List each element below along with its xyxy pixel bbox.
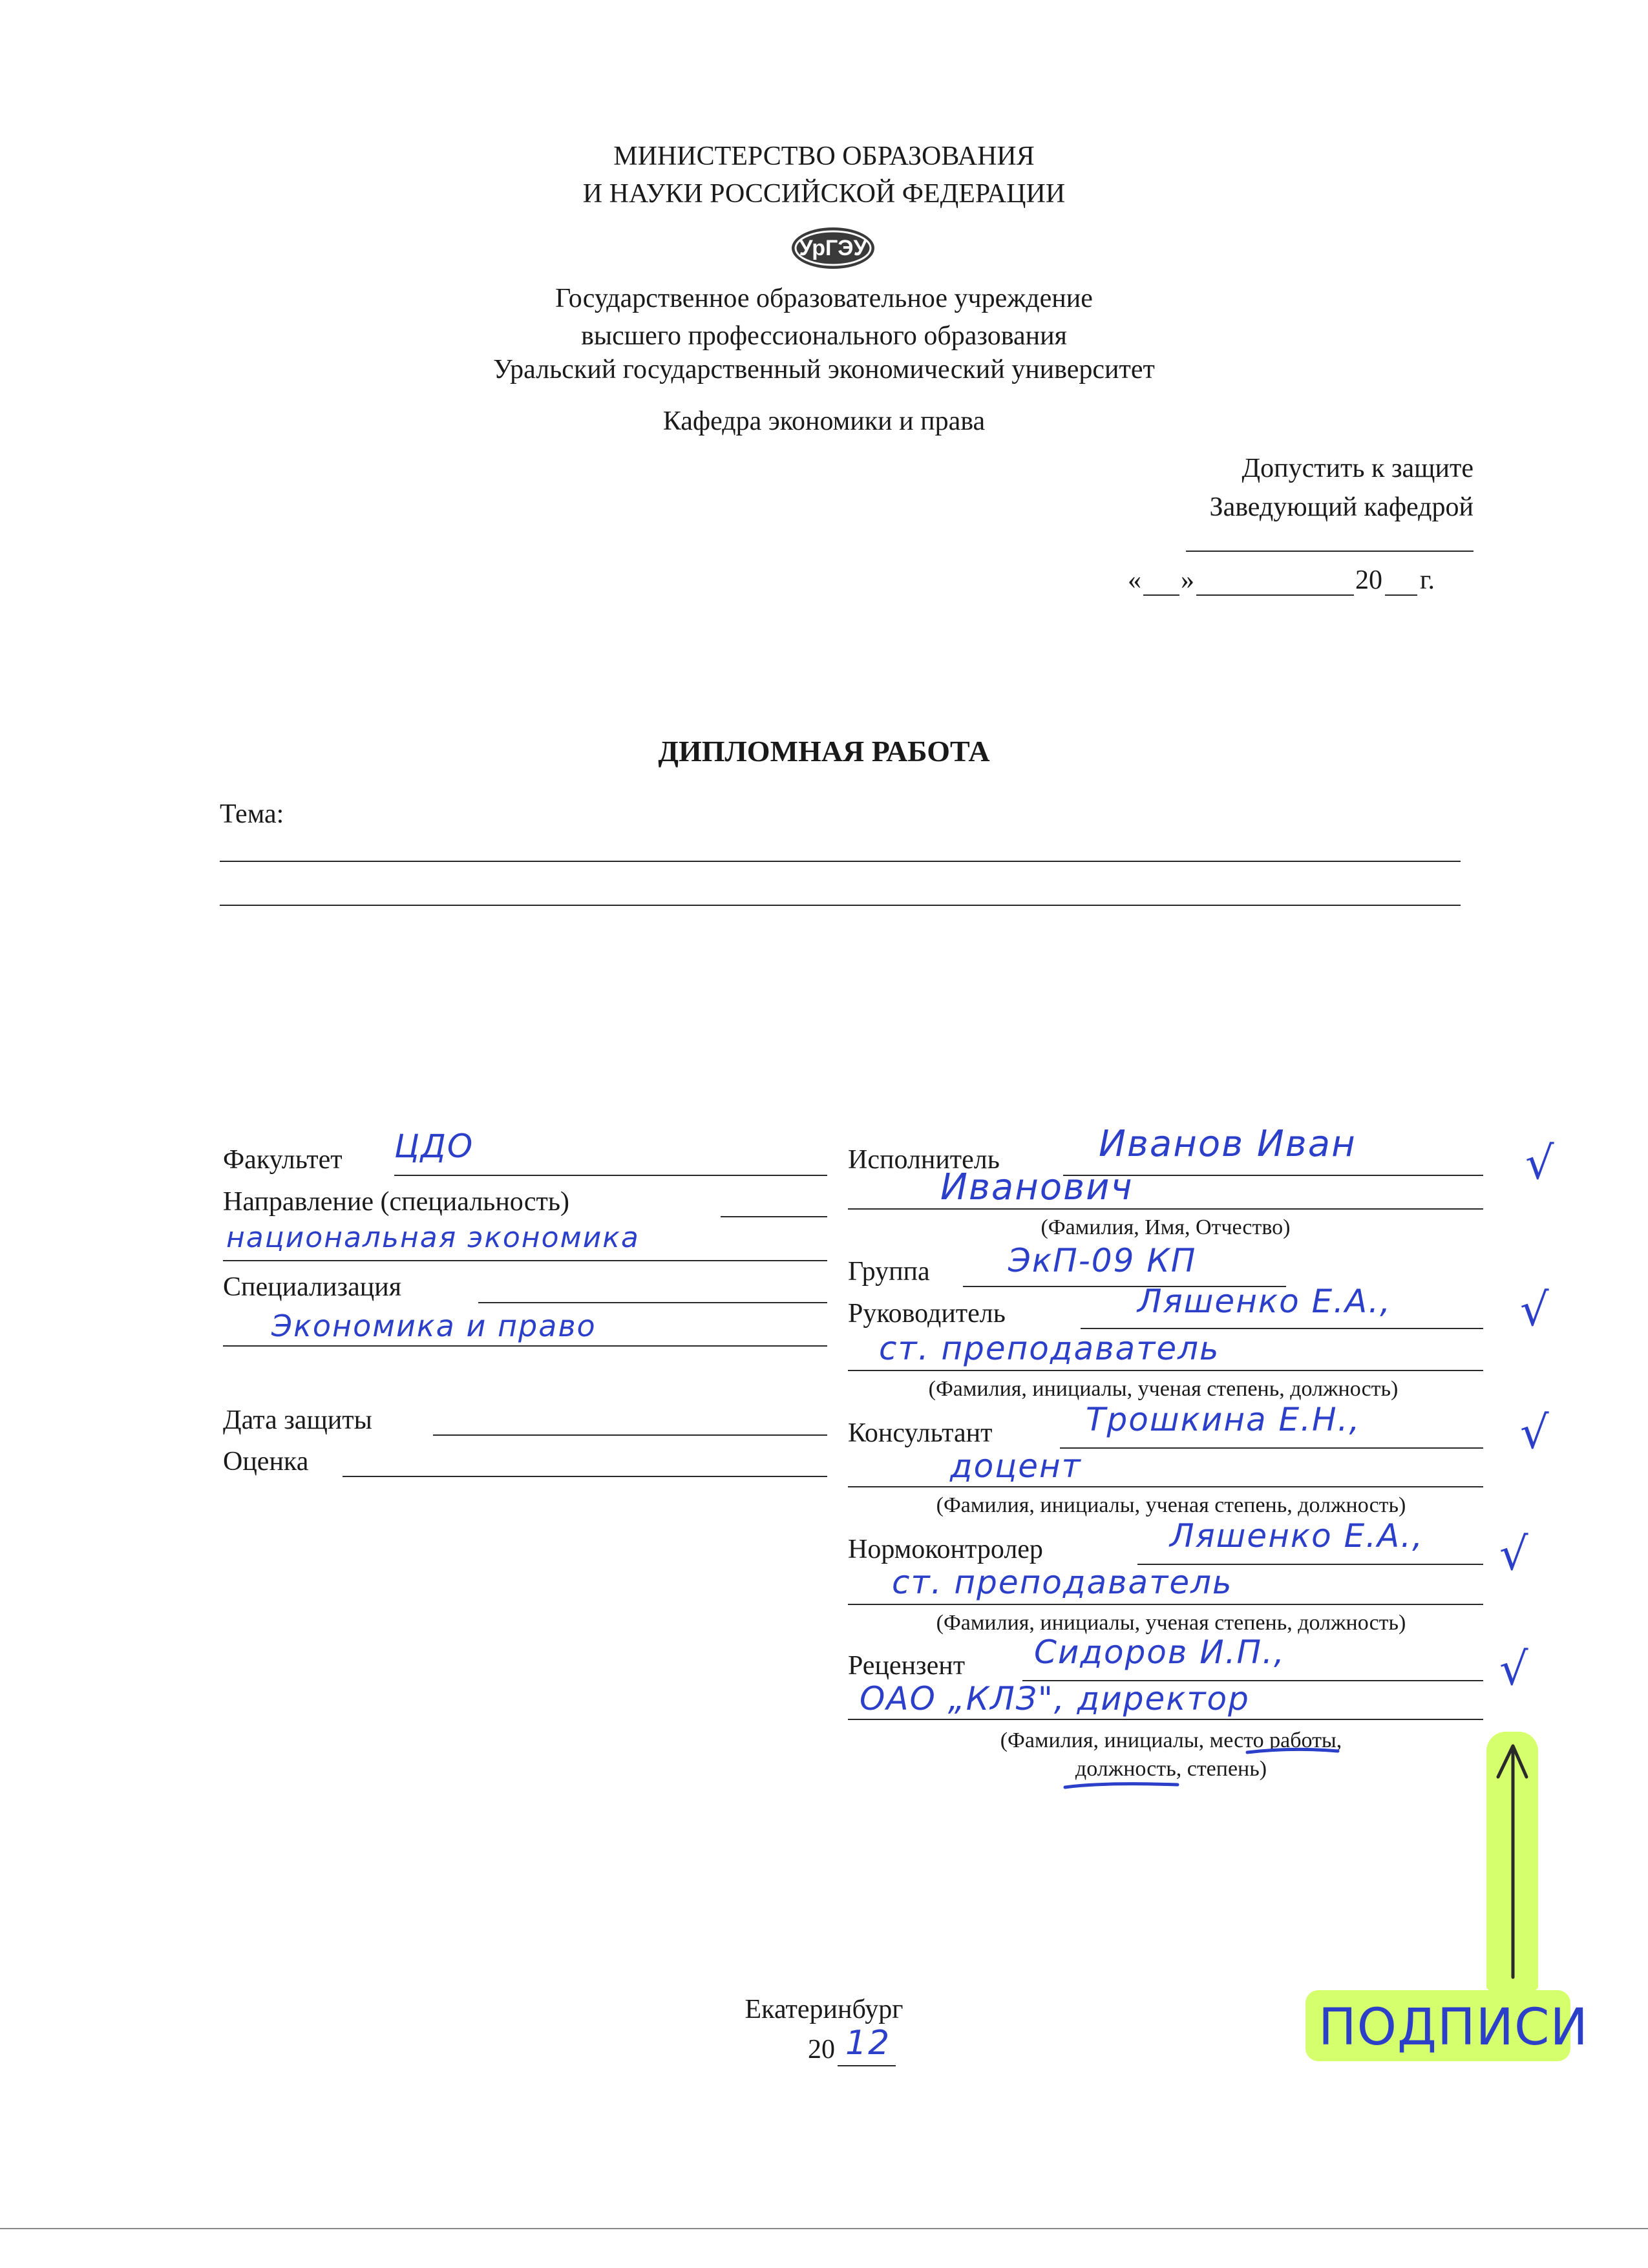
reviewer-value-2: ОАО „КЛЗ", директор (860, 1680, 1250, 1717)
group-label: Группа (848, 1257, 930, 1286)
date-close-quote: » (1181, 565, 1194, 595)
supervisor-check-mark: √ (1520, 1283, 1549, 1336)
date-year-prefix: 20 (1355, 565, 1382, 595)
normcontrol-caption: (Фамилия, инициалы, ученая степень, должность) (936, 1611, 1406, 1635)
consultant-value-1: Трошкина Е.Н., (1086, 1401, 1361, 1438)
executor-check-mark: √ (1525, 1137, 1554, 1190)
grade-label: Оценка (223, 1447, 309, 1476)
normcontrol-check-mark: √ (1499, 1528, 1528, 1580)
org-line-2: высшего профессионального образования (581, 321, 1067, 351)
consultant-line-2 (848, 1486, 1483, 1487)
signatures-annotation: ПОДПИСИ (1318, 1999, 1589, 2057)
ministry-line-1: МИНИСТЕРСТВО ОБРАЗОВАНИЯ (613, 142, 1035, 171)
logo-text: УрГЭУ (799, 236, 867, 260)
page-bottom-edge (0, 2228, 1648, 2229)
consultant-label: Консультант (848, 1418, 993, 1448)
consultant-value-2: доцент (950, 1447, 1082, 1485)
specialization-value: Экономика и право (271, 1308, 597, 1343)
reviewer-check-mark: √ (1499, 1643, 1528, 1696)
reviewer-label: Рецензент (848, 1651, 966, 1681)
date-year-line (1385, 594, 1417, 596)
faculty-line (394, 1175, 827, 1176)
normcontrol-label: Нормоконтролер (848, 1535, 1043, 1564)
faculty-value: ЦДО (394, 1128, 474, 1165)
specialization-label: Специализация (223, 1272, 402, 1302)
normcontrol-line-2 (848, 1604, 1483, 1605)
supervisor-line-1 (1081, 1328, 1483, 1329)
supervisor-line-2 (848, 1370, 1483, 1371)
direction-label: Направление (специальность) (223, 1187, 569, 1217)
reviewer-caption-2: должность, степень) (1075, 1757, 1267, 1781)
approval-line-1: Допустить к защите (1241, 454, 1474, 483)
date-day-line (1143, 594, 1179, 596)
supervisor-label: Руководитель (848, 1299, 1006, 1328)
topic-line-2 (220, 905, 1461, 906)
reviewer-caption-1: (Фамилия, инициалы, место работы, (1000, 1728, 1342, 1752)
direction-value: национальная экономика (226, 1221, 640, 1254)
approval-line-2: Заведующий кафедрой (1209, 492, 1474, 522)
normcontrol-value-2: ст. преподаватель (892, 1564, 1233, 1601)
executor-value-2: Иванович (940, 1166, 1134, 1208)
date-open-quote: « (1128, 565, 1141, 595)
arrow-up-icon (1484, 1738, 1542, 1984)
reviewer-value-1: Сидоров И.П., (1034, 1633, 1285, 1671)
university-logo (790, 225, 876, 271)
direction-value-line (223, 1260, 827, 1261)
consultant-check-mark: √ (1520, 1406, 1549, 1459)
consultant-line-1 (1060, 1447, 1483, 1449)
defense-date-label: Дата защиты (223, 1405, 372, 1435)
date-suffix: г. (1420, 565, 1435, 595)
footer-year-prefix: 20 (808, 2035, 835, 2064)
direction-line (721, 1216, 827, 1217)
footer-year-suffix: 12 (845, 2024, 891, 2063)
supervisor-value-2: ст. преподаватель (879, 1330, 1220, 1367)
document-title: ДИПЛОМНАЯ РАБОТА (658, 735, 990, 768)
date-month-line (1196, 594, 1354, 596)
caption-underline-marks (1034, 1745, 1396, 1796)
faculty-label: Факультет (223, 1145, 343, 1175)
executor-label: Исполнитель (848, 1145, 1000, 1175)
specialization-value-line (223, 1345, 827, 1347)
executor-line-2 (848, 1208, 1483, 1210)
org-line-1: Государственное образовательное учреждение (555, 284, 1093, 313)
consultant-caption: (Фамилия, инициалы, ученая степень, должность) (936, 1493, 1406, 1517)
approval-date (1128, 561, 1477, 600)
supervisor-value-1: Ляшенко Е.А., (1137, 1283, 1392, 1320)
executor-caption: (Фамилия, Имя, Отчество) (1041, 1215, 1291, 1239)
executor-value-1: Иванов Иван (1099, 1123, 1357, 1165)
footer-city: Екатеринбург (745, 1995, 903, 2024)
footer-year-line (838, 2065, 896, 2066)
department: Кафедра экономики и права (662, 406, 986, 436)
org-line-3: Уральский государственный экономический университет (493, 355, 1155, 384)
specialization-line (478, 1302, 827, 1303)
topic-label: Тема: (220, 799, 284, 829)
supervisor-caption: (Фамилия, инициалы, ученая степень, должность) (928, 1377, 1399, 1401)
normcontrol-value-1: Ляшенко Е.А., (1170, 1517, 1424, 1555)
reviewer-line-2 (848, 1719, 1483, 1720)
group-value: ЭкП-09 КП (1008, 1242, 1197, 1279)
topic-line-1 (220, 861, 1461, 862)
ministry-line-2: И НАУКИ РОССИЙСКОЙ ФЕДЕРАЦИИ (582, 179, 1066, 209)
grade-line (343, 1476, 827, 1477)
head-signature-line (1186, 551, 1474, 552)
footer-year (808, 2024, 911, 2075)
defense-date-line (433, 1434, 827, 1436)
